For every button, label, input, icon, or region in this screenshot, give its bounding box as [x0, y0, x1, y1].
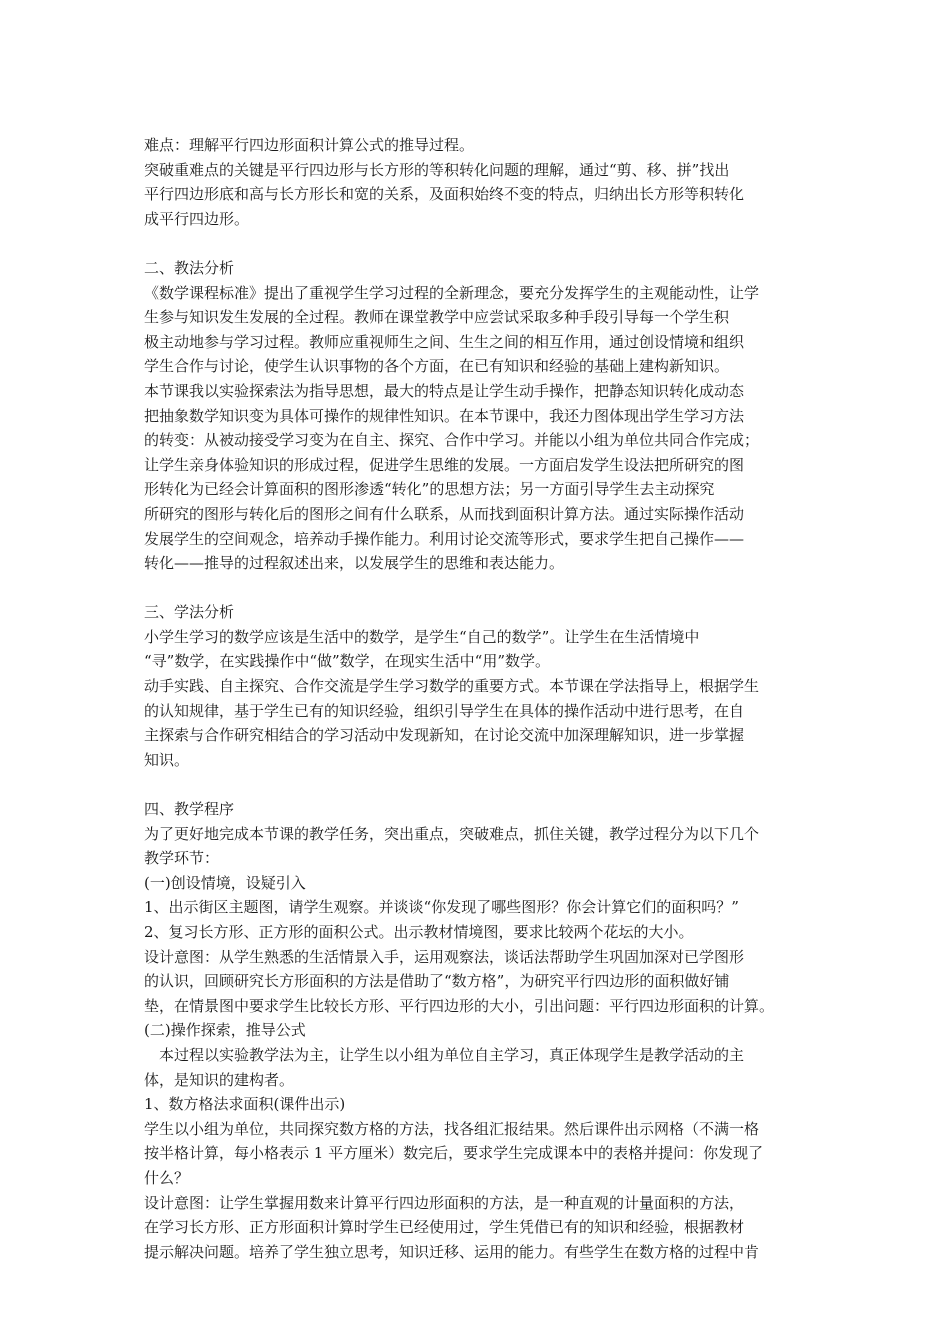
- text-line: 把抽象数学知识变为具体可操作的规律性知识。在本节课中，我还力图体现出学生学习方法: [144, 406, 745, 425]
- document-page: [144, 133, 824, 1264]
- text-line: 本过程以实验教学法为主，让学生以小组为单位自主学习，真正体现学生是教学活动的主: [159, 1045, 745, 1064]
- text-line: 本节课我以实验探索法为指导思想，最大的特点是让学生动手操作，把静态知识转化成动态: [144, 381, 745, 400]
- text-line: 2、复习长方形、正方形的面积公式。出示教材情境图，要求比较两个花坛的大小。: [144, 923, 694, 941]
- text-line: (二)操作探索，推导公式: [144, 1021, 306, 1040]
- text-line: 形转化为已经会计算面积的图形渗透“转化”的思想方法；另一方面引导学生去主动探究: [144, 480, 715, 499]
- text-line: 难点：理解平行四边形面积计算公式的推导过程。: [144, 136, 475, 154]
- text-line: 教学环节：: [144, 849, 220, 868]
- text-line: “寻”数学，在实践操作中“做”数学，在现实生活中“用”数学。: [144, 652, 551, 671]
- text-line: 1、出示街区主题图，请学生观察。并谈谈“你发现了哪些图形？你会计算它们的面积吗？”: [144, 898, 739, 917]
- text-line: 小学生学习的数学应该是生活中的数学，是学生“自己的数学”。让学生在生活情境中: [144, 627, 700, 646]
- text-line: 1、数方格法求面积(课件出示): [144, 1095, 346, 1114]
- text-line: 设计意图：让学生掌握用数来计算平行四边形面积的方法，是一种直观的计量面积的方法，: [144, 1193, 745, 1212]
- text-line: 四、教学程序: [144, 800, 235, 819]
- text-line: 所研究的图形与转化后的图形之间有什么联系，从而找到面积计算方法。通过实际操作活动: [144, 504, 745, 523]
- text-line: (一)创设情境，设疑引入: [144, 873, 306, 892]
- text-line: 动手实践、自主探究、合作交流是学生学习数学的重要方式。本节课在学法指导上，根据学生: [144, 677, 760, 696]
- blank-line: [144, 576, 824, 601]
- text-line: 在学习长方形、正方形面积计算时学生已经使用过，学生凭借已有的知识和经验，根据教材: [144, 1218, 745, 1237]
- text-line: 转化——推导的过程叙述出来，以发展学生的思维和表达能力。: [144, 554, 565, 573]
- text-line: 垫，在情景图中要求学生比较长方形、平行四边形的大小，引出问题：平行四边形面积的计算。: [144, 996, 775, 1015]
- text-line: 的认识，回顾研究长方形面积的方法是借助了“数方格”，为研究平行四边形的面积做好铺: [144, 972, 730, 991]
- text-line: 突破重难点的关键是平行四边形与长方形的等积转化问题的理解，通过“剪、移、拼”找出: [144, 160, 730, 179]
- text-line: 平行四边形底和高与长方形长和宽的关系，及面积始终不变的特点，归纳出长方形等积转化: [144, 185, 745, 204]
- text-line: 提示解决问题。培养了学生独立思考，知识迁移、运用的能力。有些学生在数方格的过程中肯: [144, 1242, 760, 1261]
- text-line: 的转变：从被动接受学习变为在自主、探究、合作中学习。并能以小组为单位共同合作完成；: [144, 431, 760, 450]
- blank-line: [144, 231, 824, 256]
- text-line: 设计意图：从学生熟悉的生活情景入手，运用观察法，谈话法帮助学生巩固加深对已学图形: [144, 947, 745, 966]
- text-line: 学生合作与讨论，使学生认识事物的各个方面，在已有知识和经验的基础上建构新知识。: [144, 357, 730, 376]
- text-line: 知识。: [144, 750, 190, 769]
- text-line: 发展学生的空间观念，培养动手操作能力。利用讨论交流等形式，要求学生把自己操作——: [144, 529, 745, 548]
- text-line: 极主动地参与学习过程。教师应重视师生之间、生生之间的相互作用，通过创设情境和组织: [144, 332, 745, 351]
- text-line: 的认知规律，基于学生已有的知识经验，组织引导学生在具体的操作活动中进行思考，在自: [144, 701, 745, 720]
- text-line: 成平行四边形。: [144, 209, 250, 228]
- text-line: 主探索与合作研究相结合的学习活动中发现新知，在讨论交流中加深理解知识，进一步掌握: [144, 726, 745, 745]
- text-line: 为了更好地完成本节课的教学任务，突出重点，突破难点，抓住关键，教学过程分为以下几个: [144, 824, 760, 843]
- text-line: 二、教法分析: [144, 258, 235, 277]
- text-line: 三、学法分析: [144, 603, 235, 622]
- text-line: 让学生亲身体验知识的形成过程，促进学生思维的发展。一方面启发学生设法把所研究的图: [144, 455, 745, 474]
- text-line: 按半格计算，每小格表示 1 平方厘米）数完后，要求学生完成课本中的表格并提问：你发现了: [144, 1144, 764, 1163]
- blank-line: [144, 772, 824, 797]
- text-line: 《数学课程标准》提出了重视学生学习过程的全新理念，要充分发挥学生的主观能动性，让学: [144, 283, 760, 302]
- text-line: 体，是知识的建构者。: [144, 1070, 295, 1089]
- text-line: 生参与知识发生发展的全过程。教师在课堂教学中应尝试采取多种手段引导每一个学生积: [144, 308, 730, 327]
- text-line: 学生以小组为单位，共同探究数方格的方法，找各组汇报结果。然后课件出示网格（不满一格: [144, 1119, 760, 1138]
- text-line: 什么？: [144, 1168, 190, 1187]
